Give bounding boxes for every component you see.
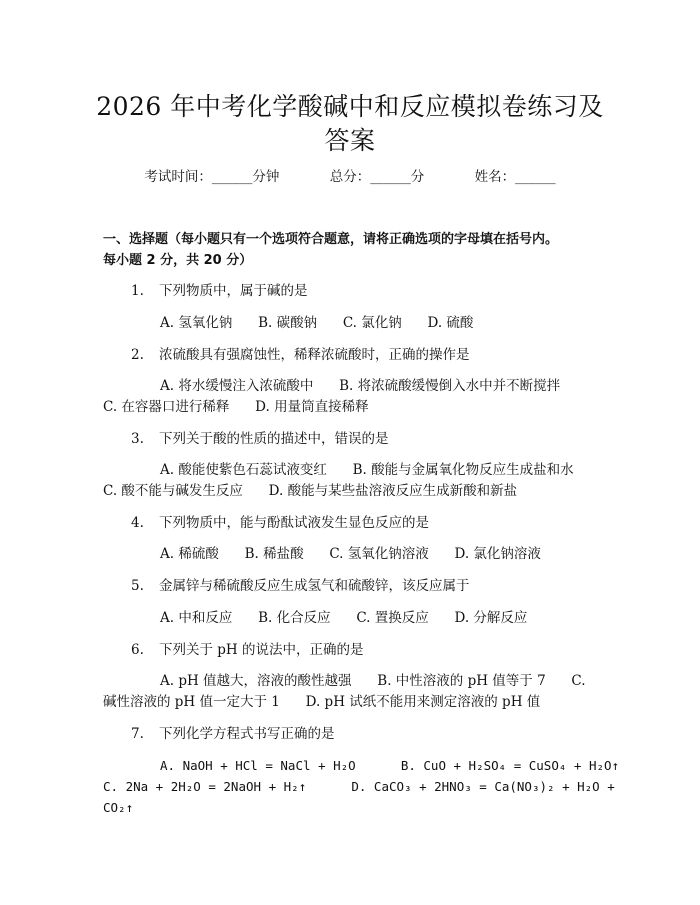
student-name-field: 姓名：______ <box>474 169 556 185</box>
exam-info <box>0 167 700 187</box>
page-title-line2: 答案 <box>324 126 376 155</box>
question-number: 5. <box>131 578 144 594</box>
question-6 <box>131 640 631 660</box>
question-number: 3. <box>131 431 144 447</box>
question-7-options-line2: C. 2Na + 2H₂O = 2NaOH + H₂↑ D. CaCO₃ + 2HNO₃ = Ca(NO₃)₂ + H₂O + <box>103 779 615 794</box>
question-stem: 下列关于酸的性质的描述中，错误的是 <box>159 431 389 447</box>
question-stem: 浓硫酸具有强腐蚀性，稀释浓硫酸时，正确的操作是 <box>159 347 470 363</box>
question-number: 7. <box>131 726 144 742</box>
question-6-options-line2: 碱性溶液的 pH 值一定大于 1 D. pH 试纸不能用来测定溶液的 pH 值 <box>103 694 541 710</box>
question-number: 2. <box>131 347 144 363</box>
question-1-options: A. 氢氧化钠 B. 碳酸钠 C. 氯化钠 D. 硫酸 <box>160 315 474 331</box>
question-4-options: A. 稀硫酸 B. 稀盐酸 C. 氢氧化钠溶液 D. 氯化钠溶液 <box>160 546 541 562</box>
section-heading-line2: 每小题 2 分，共 20 分） <box>103 253 253 268</box>
question-2 <box>131 345 631 365</box>
question-6-options-line1: A. pH 值越大，溶液的酸性越强 B. 中性溶液的 pH 值等于 7 C. <box>160 673 586 689</box>
question-2-options-line1: A. 将水缓慢注入浓硫酸中 B. 将浓硫酸缓慢倒入水中并不断搅拌 <box>160 378 561 394</box>
question-7 <box>131 724 631 744</box>
total-score-field: 总分：______分 <box>329 169 425 185</box>
question-3 <box>131 429 631 449</box>
question-3-options-line1: A. 酸能使紫色石蕊试液变红 B. 酸能与金属氧化物反应生成盐和水 <box>160 462 574 478</box>
question-number: 6. <box>131 642 144 658</box>
question-7-options-line1: A. NaOH + HCl = NaCl + H₂O B. CuO + H₂SO₄ = CuSO₄ + H₂O↑ <box>160 758 620 773</box>
question-1 <box>131 281 631 301</box>
question-stem: 下列物质中，能与酚酞试液发生显色反应的是 <box>159 515 429 531</box>
question-stem: 金属锌与稀硫酸反应生成氢气和硫酸锌，该反应属于 <box>159 578 470 594</box>
question-number: 1. <box>131 283 144 299</box>
question-stem: 下列物质中，属于碱的是 <box>159 283 308 299</box>
page-title-line1: 2026 年中考化学酸碱中和反应模拟卷练习及 <box>96 92 604 121</box>
question-3-options-line2: C. 酸不能与碱发生反应 D. 酸能与某些盐溶液反应生成新酸和新盐 <box>103 483 518 499</box>
question-4 <box>131 513 631 533</box>
question-stem: 下列关于 pH 的说法中，正确的是 <box>159 642 364 658</box>
question-5-options: A. 中和反应 B. 化合反应 C. 置换反应 D. 分解反应 <box>160 610 528 626</box>
question-number: 4. <box>131 515 144 531</box>
exam-time-field: 考试时间：______分钟 <box>144 169 280 185</box>
section-heading-line1: 一、选择题（每小题只有一个选项符合题意，请将正确选项的字母填在括号内。 <box>103 232 559 247</box>
question-7-options-line3: CO₂↑ <box>103 800 134 815</box>
question-stem: 下列化学方程式书写正确的是 <box>159 726 335 742</box>
question-2-options-line2: C. 在容器口进行稀释 D. 用量筒直接稀释 <box>103 399 369 415</box>
question-5 <box>131 576 631 596</box>
